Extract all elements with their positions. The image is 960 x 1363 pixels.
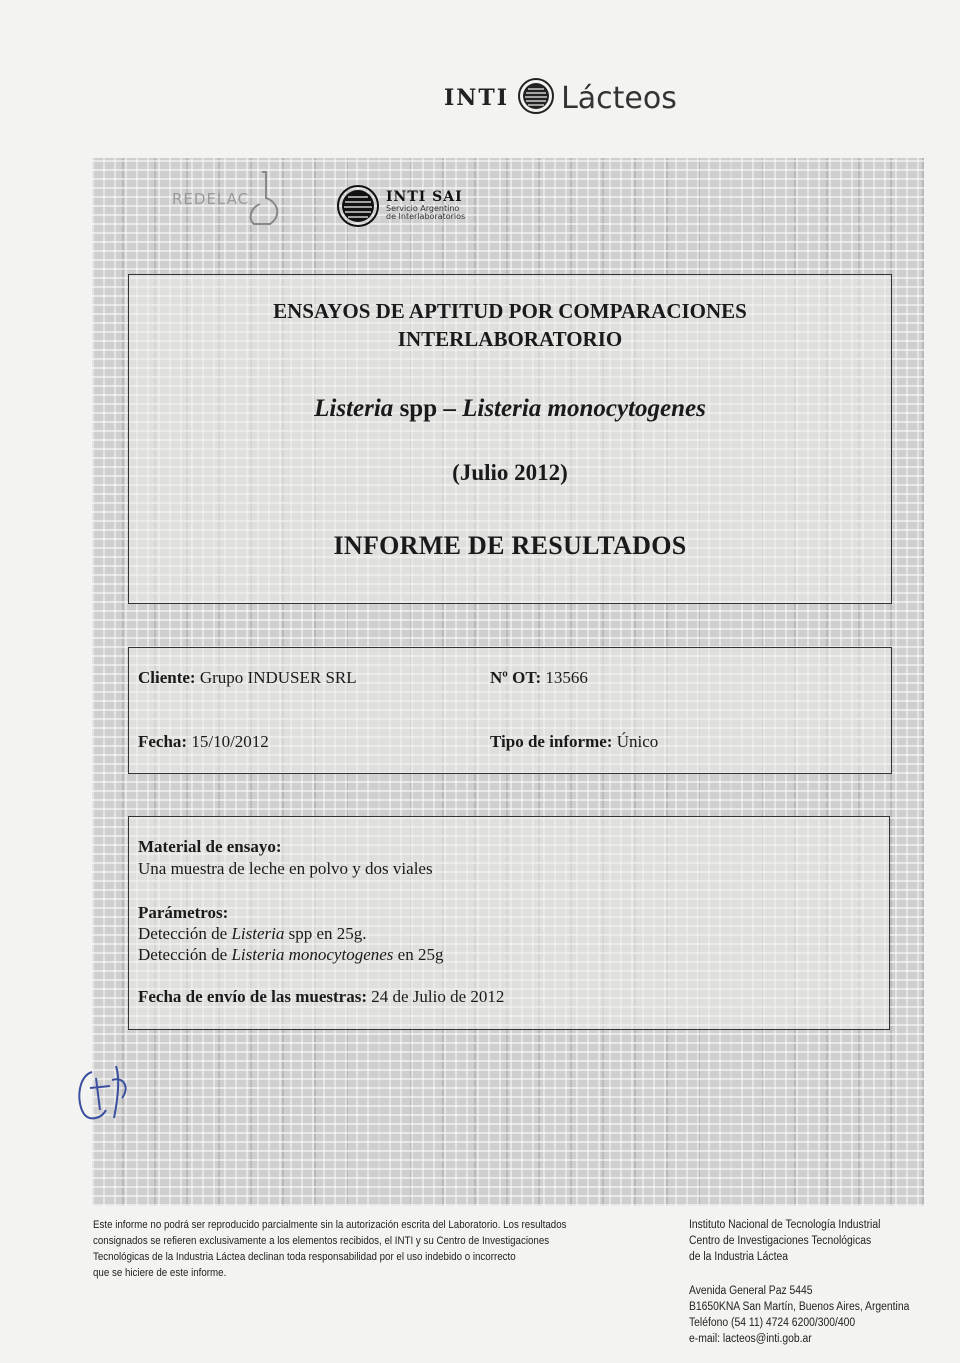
report-title xyxy=(129,297,891,353)
report-title-line-1: ENSAYOS DE APTITUD POR COMPARACIONES xyxy=(273,299,747,323)
institution-line: Centro de Investigaciones Tecnológicas xyxy=(689,1235,872,1247)
report-type-label: Tipo de informe: xyxy=(490,732,613,751)
disclaimer-line: Este informe no podrá ser reproducido parcialmente sin la autorización escrita del Laboratorio. Los resultados xyxy=(93,1219,567,1231)
institution-line: Instituto Nacional de Tecnología Industrial xyxy=(689,1219,881,1231)
param-2: Detección de Listeria monocytogenes en 25g xyxy=(138,945,444,964)
phone-line: Teléfono (54 11) 4724 6200/300/400 xyxy=(689,1317,856,1329)
params-label: Parámetros: xyxy=(138,903,229,922)
report-title-line-2: INTERLABORATORIO xyxy=(397,327,623,351)
shipping-value: 24 de Julio de 2012 xyxy=(371,987,505,1006)
institution-line: de la Industria Láctea xyxy=(689,1251,788,1263)
address-line: Avenida General Paz 5445 xyxy=(689,1285,813,1297)
redelac-logo xyxy=(170,168,290,233)
date-label: Fecha: xyxy=(138,732,188,751)
date-value: 15/10/2012 xyxy=(191,732,269,751)
inti-sai-subtitle-2: de Interlaboratorios xyxy=(386,212,466,222)
inti-sai-logo xyxy=(336,184,465,228)
inti-disc-icon xyxy=(517,77,555,120)
report-type-field xyxy=(490,732,658,752)
client-value: Grupo INDUSER SRL xyxy=(199,668,357,687)
footer-contact xyxy=(689,1217,923,1347)
species-a: Listeria xyxy=(314,395,394,422)
shipping-date xyxy=(138,987,504,1007)
ot-value: 13566 xyxy=(545,668,588,687)
ot-label: Nº OT: xyxy=(490,668,542,687)
material-value: Una muestra de leche en polvo y dos viales xyxy=(138,859,433,878)
logo-inti-text: INTI xyxy=(444,85,510,111)
date-field xyxy=(138,732,269,752)
inti-sai-subtitle-1: Servicio Argentino xyxy=(386,203,460,213)
footer-disclaimer xyxy=(93,1217,590,1281)
report-period: (Julio 2012) xyxy=(452,460,568,485)
ot-field xyxy=(490,668,588,688)
disclaimer-line: consignados se refieren exclusivamente a los elementos recibidos, el INTI y su Centro de Investigaciones xyxy=(93,1235,550,1247)
handwritten-initials-icon xyxy=(70,1058,140,1133)
material-info-box xyxy=(128,816,890,1030)
species-b: Listeria monocytogenes xyxy=(462,395,706,422)
shipping-label: Fecha de envío de las muestras: xyxy=(138,987,368,1006)
client-field xyxy=(138,668,357,688)
species-heading xyxy=(129,395,891,423)
report-type-value: Único xyxy=(616,732,659,751)
client-info-box xyxy=(128,647,892,774)
inti-lacteos-logo xyxy=(444,76,677,120)
title-box xyxy=(128,274,892,604)
redelac-text: REDELAC xyxy=(172,190,250,208)
inti-sai-disc-icon xyxy=(336,184,380,228)
disclaimer-line: Tecnológicas de la Industria Láctea declinan toda responsabilidad por el uso indebido o incorrecto xyxy=(93,1251,516,1263)
material-label: Material de ensayo: xyxy=(138,837,282,856)
logo-lacteos-text: Lácteos xyxy=(561,80,677,116)
email-line: e-mail: lacteos@inti.gob.ar xyxy=(689,1333,812,1345)
client-label: Cliente: xyxy=(138,668,196,687)
param-1: Detección de Listeria spp en 25g. xyxy=(138,924,367,943)
disclaimer-line: que se hiciere de este informe. xyxy=(93,1267,227,1279)
species-a-suffix: spp – xyxy=(393,395,463,422)
report-type-heading: INFORME DE RESULTADOS xyxy=(333,531,687,560)
redelac-flask-icon xyxy=(170,168,290,228)
inti-sai-title: INTI SAI xyxy=(386,189,463,206)
address-line: B1650KNA San Martín, Buenos Aires, Argentina xyxy=(689,1301,910,1313)
